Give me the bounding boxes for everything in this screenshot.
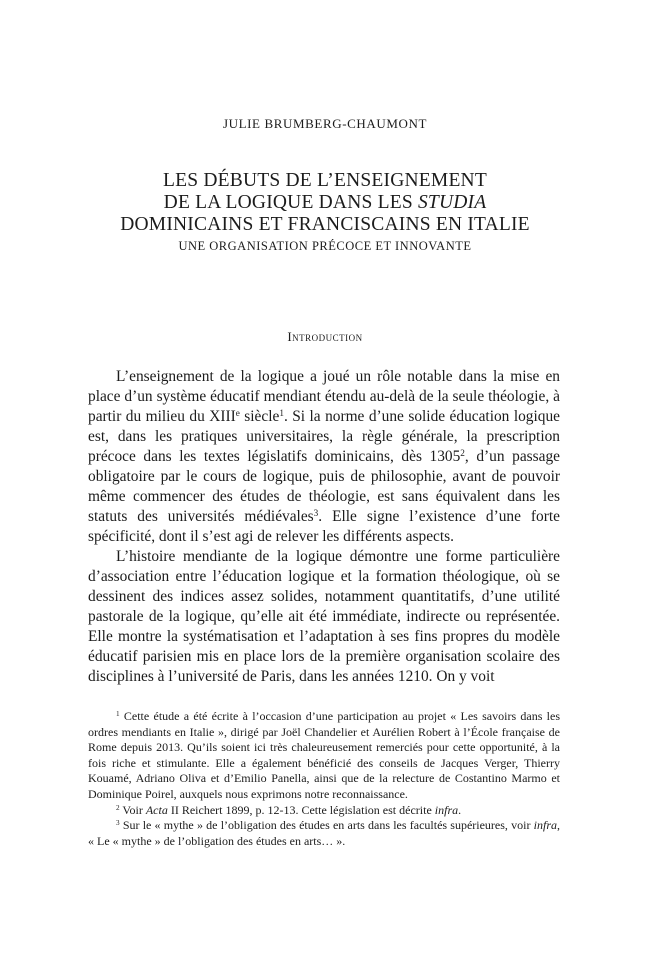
footnote-text: Sur le « mythe » de l’obligation des études en arts dans les facultés supérieures, voir <box>122 818 534 833</box>
footnote-text: Cette étude a été écrite à l’occasion d’une participation au projet « Les savoirs dans les ordres mendiants en Italie », dirigé par Joël Chandelier et Aurélien Robert à l’École française de Rome depuis 2013. Qu’ils soient ici très chaleureusement remerciés pour cette opportunité, à la fois riche et stimulante. Elle a également bénéficié des conseils de Jacques Verger, Thierry Kouamé, Adriano Oliva et d’Emilio Panella, ainsi que de la relecture de Costantino Marmo et Dominique Poirel, auxquels nous exprimons notre reconnaissance. <box>88 709 561 801</box>
footnote-ref-1[interactable]: 1 <box>279 407 284 418</box>
footnote-text: , « Le « mythe » de l’obligation des études en arts… ». <box>88 818 561 848</box>
title-line-2 <box>60 192 590 214</box>
author-name: JULIE BRUMBERG-CHAUMONT <box>222 116 428 131</box>
title-line-3: DOMINICAINS ET FRANCISCAINS EN ITALIE <box>120 214 530 235</box>
footnote-ref-2[interactable]: 2 <box>460 447 465 458</box>
footnote-ref-3[interactable]: 3 <box>313 507 319 518</box>
century-superscript: e <box>235 407 240 418</box>
footnote-1 <box>88 709 560 803</box>
paragraph-2: L’histoire mendiante de la logique démontre une forme particulière d’association entre l’éducation logique et la formation théologique, où se dessinent des indices assez solides, notamment quantitatifs, d’une utilité pastorale de la logique, qu’elle ait été immédiate, indirecte ou représentée. Elle montre la systématisation et l’adaptation à ses fins propres du modèle éducatif parisien mis en place lors de la première organisation scolaire des disciplines à l’université de Paris, dans les années 1210. On y voit <box>88 548 560 685</box>
footnote-2 <box>88 803 560 819</box>
title-line-2-italic: STUDIA <box>417 192 487 213</box>
footnotes <box>88 709 560 849</box>
p1-text-b: siècle <box>239 408 280 425</box>
footnote-italic: infra <box>434 802 459 817</box>
footnote-text: . <box>458 802 462 817</box>
footnote-text: Voir <box>122 802 146 817</box>
footnote-italic: Acta <box>145 802 168 817</box>
page-subtitle: UNE ORGANISATION PRÉCOCE ET INNOVANTE <box>178 239 472 253</box>
body-text <box>88 367 560 687</box>
title-line-1: LES DÉBUTS DE L’ENSEIGNEMENT <box>163 170 487 191</box>
footnote-text: II Reichert 1899, p. 12-13. Cette législation est décrite <box>167 802 435 817</box>
section-heading: Introduction <box>287 329 363 344</box>
p1-text-d: , d’un passage obligatoire par le cours de logique, puis de philosophie, avant de pouvoir même commencer des études de théologie, est sans équivalent dans les statuts des universités médiévales <box>88 448 560 525</box>
footnote-3 <box>88 818 560 849</box>
p1-text-c: . Si la norme d’une solide éducation logique est, dans les pratiques universitaires, la règle générale, la prescription précoce dans les textes législatifs dominicains, dès 1305 <box>88 408 560 465</box>
page-title <box>60 170 590 236</box>
footnote-number: 1 <box>116 710 120 719</box>
title-line-2-text: DE LA LOGIQUE DANS LES <box>163 192 418 213</box>
footnote-italic: infra <box>533 818 558 833</box>
footnote-number: 3 <box>116 819 120 828</box>
p1-text-e: . Elle signe l’existence d’une forte spécificité, dont il s’est agi de relever les différents aspects. <box>88 508 560 545</box>
paragraph-1 <box>88 367 560 547</box>
p1-text-a: L’enseignement de la logique a joué un rôle notable dans la mise en place d’un système éducatif mendiant étendu au-delà de la seule théologie, à partir du milieu du XIII <box>88 368 560 425</box>
footnote-number: 2 <box>116 803 120 812</box>
